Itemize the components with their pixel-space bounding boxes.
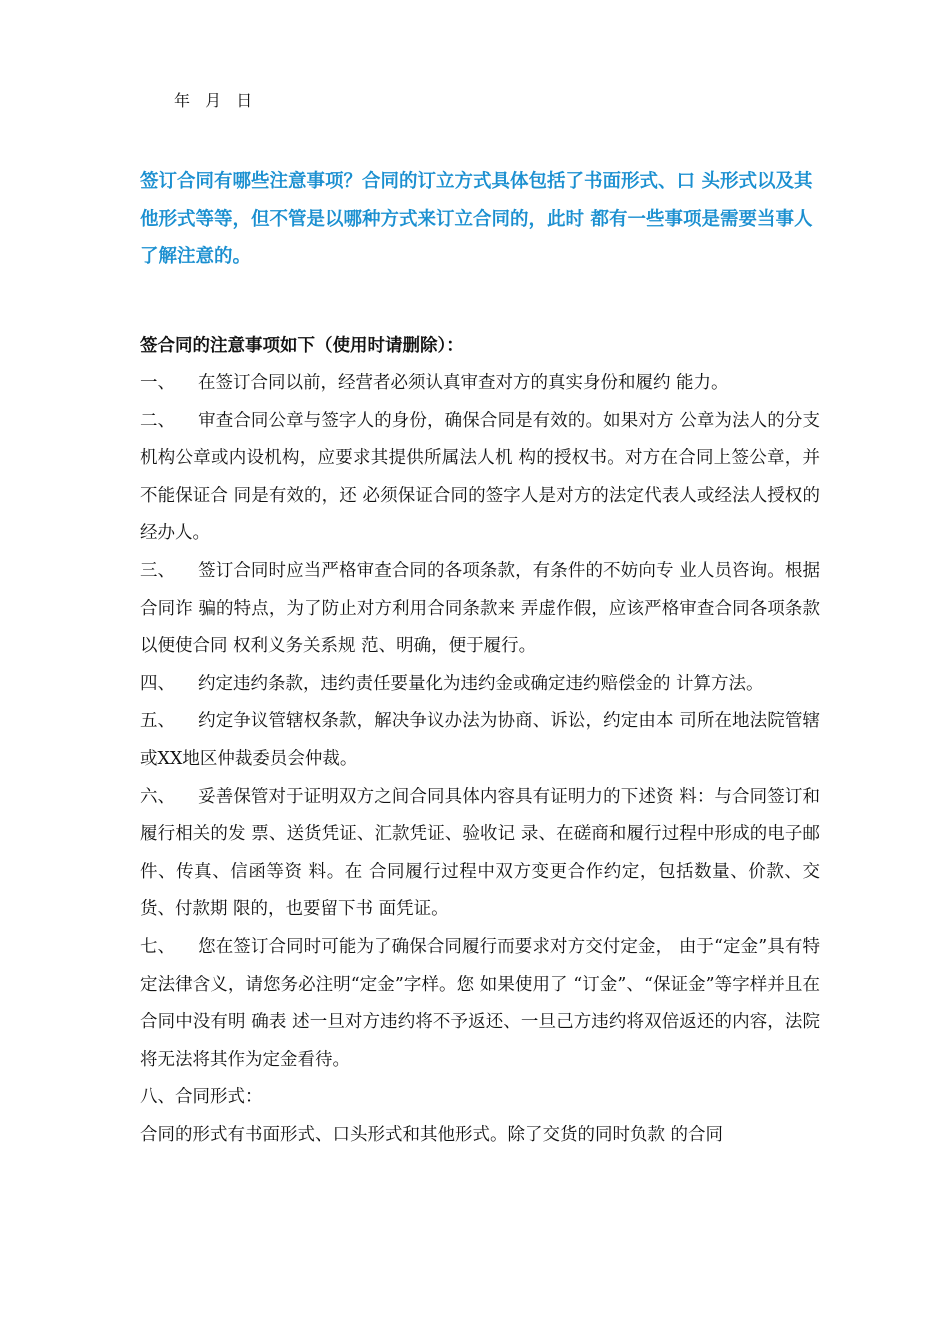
item-text: 审查合同公章与签字人的身份，确保合同是有效的。如果对方 公章为法人的分支机构公章或内设机构，应要求其提供所属法人机 构的授权书。对方在合同上签公章，并不能保证合 同是有效的，还 必须保证合同的签字人是对方的法定代表人或经法人授权的经办人。 bbox=[140, 410, 820, 544]
date-line bbox=[174, 88, 260, 111]
item-text: 约定争议管辖权条款，解决争议办法为协商、诉讼，约定由本 司所在地法院管辖或XX地区仲裁委员会仲裁。 bbox=[140, 711, 820, 769]
item-text: 合同形式： bbox=[175, 1087, 263, 1108]
item-number: 二、 bbox=[140, 410, 175, 431]
date-month: 月 bbox=[205, 91, 224, 110]
notes-list bbox=[140, 365, 820, 1154]
item-number: 五、 bbox=[140, 711, 175, 732]
item-number: 六、 bbox=[140, 786, 175, 807]
list-item bbox=[140, 703, 820, 778]
list-item bbox=[140, 1079, 820, 1117]
item-number: 八、 bbox=[140, 1087, 175, 1108]
item-text: 在签订合同以前，经营者必须认真审查对方的真实身份和履约 能力。 bbox=[198, 373, 729, 393]
item-number: 一、 bbox=[140, 373, 175, 393]
date-day: 日 bbox=[236, 91, 255, 110]
closing-paragraph: 合同的形式有书面形式、口头形式和其他形式。除了交货的同时负款 的合同 bbox=[140, 1124, 724, 1145]
item-text: 您在签订合同时可能为了确保合同履行而要求对方交付定金， 由于“定金”具有特定法律含义，请您务必注明“定金”字样。您 如果使用了 “订金”、“保证金”等字样并且在合同中没有明 确表 述一旦对方违约将不予返还、一旦己方违约将双倍返还的内容，法院 将无法将其作为定金看待。 bbox=[140, 936, 820, 1070]
item-number: 七、 bbox=[140, 936, 175, 957]
list-item bbox=[140, 365, 820, 403]
list-item bbox=[140, 779, 820, 929]
list-item bbox=[140, 403, 820, 553]
list-item bbox=[140, 666, 820, 704]
section-heading: 签合同的注意事项如下（使用时请删除）： bbox=[140, 336, 464, 356]
list-item bbox=[140, 553, 820, 666]
item-text: 约定违约条款，违约责任要量化为违约金或确定违约赔偿金的 计算方法。 bbox=[198, 673, 764, 694]
date-year: 年 bbox=[174, 91, 193, 110]
item-text: 妥善保管对于证明双方之间合同具体内容具有证明力的下述资 料：与合同签订和履行相关的发 票、送货凭证、汇款凭证、验收记 录、在磋商和履行过程中形成的电子邮件、传真、信函等资 料。在 合同履行过程中双方变更合作约定，包括数量、价款、交货、付款期 限的，也要留下书 面凭证。 bbox=[140, 786, 820, 920]
intro-paragraph: 签订合同有哪些注意事项？合同的订立方式具体包括了书面形式、口 头形式以及其他形式等等，但不管是以哪种方式来订立合同的，此时 都有一些事项是需要当事人了解注意的。 bbox=[140, 171, 813, 267]
item-number: 三、 bbox=[140, 560, 175, 581]
list-item bbox=[140, 929, 820, 1079]
item-text: 签订合同时应当严格审查合同的各项条款，有条件的不妨向专 业人员咨询。根据合同诈 骗的特点，为了防止对方利用合同条款来 弄虚作假，应该严格审查合同各项条款以便使合同 权利义务关系规 范、明确，便于履行。 bbox=[140, 560, 820, 657]
item-number: 四、 bbox=[140, 673, 175, 694]
